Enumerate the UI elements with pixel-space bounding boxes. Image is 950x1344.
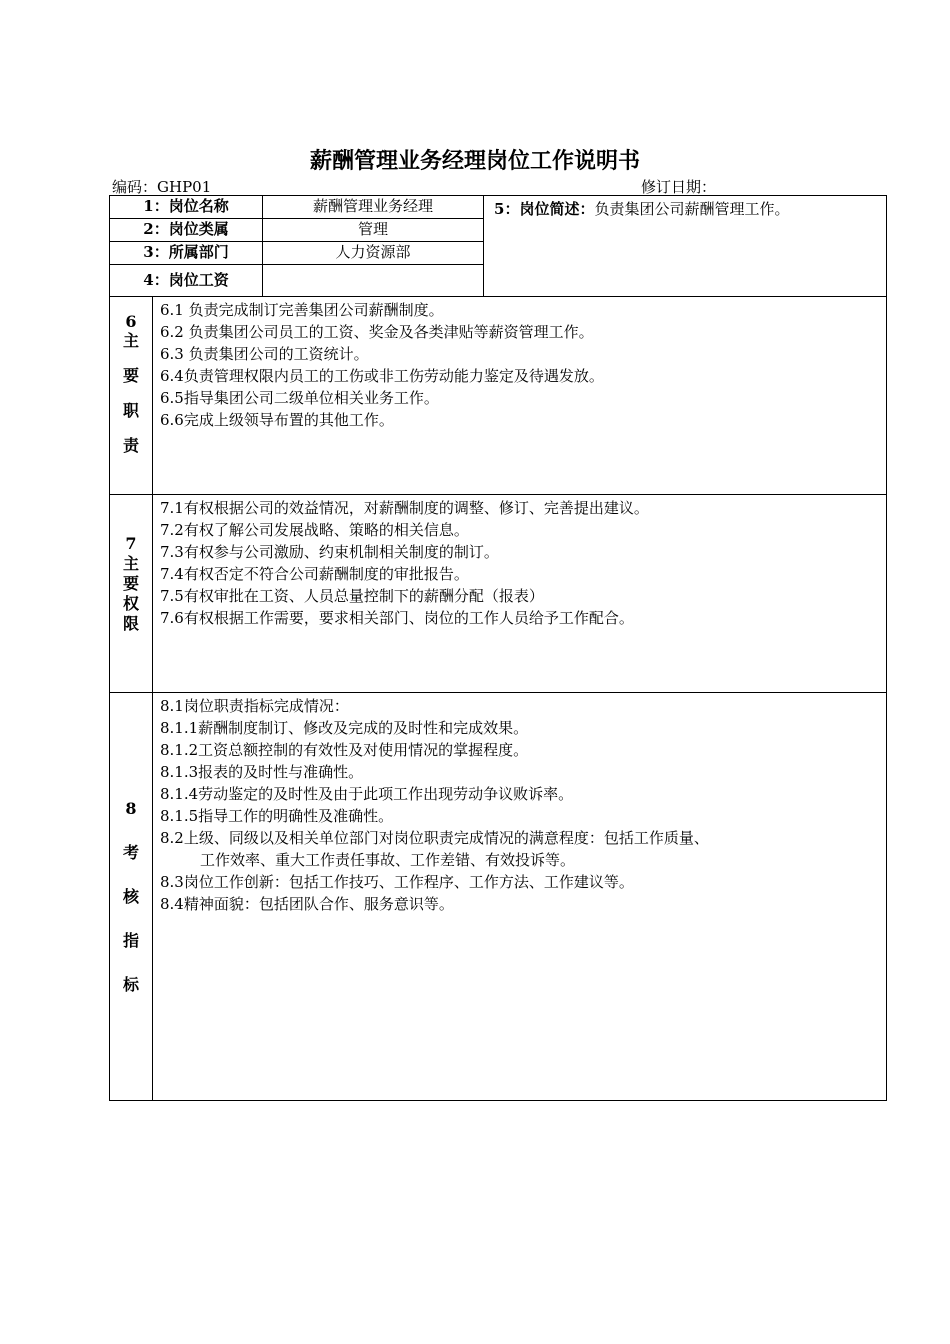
list-item: 8.1.5指导工作的明确性及准确性。 (160, 807, 394, 825)
position-category-value: 管理 (263, 219, 484, 242)
document-code: 编码：GHP01 (112, 178, 212, 196)
authority-side-char: 7 (125, 533, 137, 553)
duties-side-label (110, 297, 153, 495)
authority-side-char: 要 (122, 573, 139, 593)
job-description-table (109, 195, 887, 1101)
document-title: 薪酬管理业务经理岗位工作说明书 (309, 148, 640, 174)
department-value: 人力资源部 (263, 242, 484, 265)
list-item: 7.1有权根据公司的效益情况，对薪酬制度的调整、修订、完善提出建议。 (160, 499, 649, 517)
position-name-label: 1：岗位名称 (110, 196, 263, 219)
assessment-side-char: 核 (122, 887, 139, 906)
list-item: 7.6有权根据工作需要，要求相关部门、岗位的工作人员给予工作配合。 (160, 609, 634, 627)
assessment-side-char: 考 (122, 843, 139, 862)
list-item: 8.1.1薪酬制度制订、修改及完成的及时性和完成效果。 (160, 719, 529, 737)
duties-content (153, 297, 887, 495)
duties-side-char: 职 (122, 401, 139, 420)
position-summary-label: 5：岗位简述： (494, 200, 595, 218)
list-item: 8.1岗位职责指标完成情况： (160, 697, 349, 715)
assessment-side-char: 标 (122, 975, 139, 994)
list-item: 6.5指导集团公司二级单位相关业务工作。 (160, 389, 439, 407)
list-item: 8.1.2工资总额控制的有效性及对使用情况的掌握程度。 (160, 741, 529, 759)
duties-side-char: 6 (125, 312, 137, 331)
position-category-label: 2：岗位类属 (110, 219, 263, 242)
list-item: 6.6完成上级领导布置的其他工作。 (160, 411, 394, 429)
assessment-side-char: 8 (125, 799, 137, 818)
list-item: 工作效率、重大工作责任事故、工作差错、有效投诉等。 (200, 851, 576, 869)
authority-content (153, 495, 887, 693)
department-label: 3：所属部门 (110, 242, 263, 265)
section-duties (110, 297, 887, 495)
list-item: 7.4有权否定不符合公司薪酬制度的审批报告。 (160, 565, 469, 583)
list-item: 6.4负责管理权限内员工的工伤或非工伤劳动能力鉴定及待遇发放。 (160, 367, 604, 385)
list-item: 8.1.3报表的及时性与准确性。 (160, 763, 364, 781)
revision-date-label: 修订日期： (641, 178, 717, 196)
authority-side-char: 权 (122, 593, 139, 613)
position-summary-text: 负责集团公司薪酬管理工作。 (594, 200, 790, 218)
list-item: 8.2上级、同级以及相关单位部门对岗位职责完成情况的满意程度：包括工作质量、 (160, 829, 709, 847)
list-item: 6.1 负责完成制订完善集团公司薪酬制度。 (160, 301, 444, 319)
authority-side-char: 主 (122, 553, 139, 573)
header-row-name (110, 196, 887, 219)
list-item: 6.3 负责集团公司的工资统计。 (160, 345, 369, 363)
list-item: 7.2有权了解公司发展战略、策略的相关信息。 (160, 521, 469, 539)
position-salary-value (263, 265, 484, 297)
section-assessment (110, 693, 887, 1101)
position-name-value: 薪酬管理业务经理 (263, 196, 484, 219)
assessment-side-label (110, 693, 153, 1101)
position-summary-cell (484, 196, 887, 297)
duties-side-char: 主 (122, 331, 139, 350)
section-authority (110, 495, 887, 693)
authority-side-label (110, 495, 153, 693)
list-item: 8.4精神面貌：包括团队合作、服务意识等。 (160, 895, 454, 913)
duties-side-char: 责 (122, 436, 139, 455)
list-item: 6.2 负责集团公司员工的工资、奖金及各类津贴等薪资管理工作。 (160, 323, 594, 341)
list-item: 7.5有权审批在工资、人员总量控制下的薪酬分配（报表） (160, 587, 544, 605)
list-item: 7.3有权参与公司激励、约束机制相关制度的制订。 (160, 543, 499, 561)
list-item: 8.3岗位工作创新：包括工作技巧、工作程序、工作方法、工作建议等。 (160, 873, 634, 891)
authority-side-char: 限 (122, 613, 139, 633)
list-item: 8.1.4劳动鉴定的及时性及由于此项工作出现劳动争议败诉率。 (160, 785, 574, 803)
assessment-side-char: 指 (122, 931, 139, 950)
position-salary-label: 4：岗位工资 (110, 265, 263, 297)
duties-side-char: 要 (122, 366, 139, 385)
assessment-content (153, 693, 887, 1101)
